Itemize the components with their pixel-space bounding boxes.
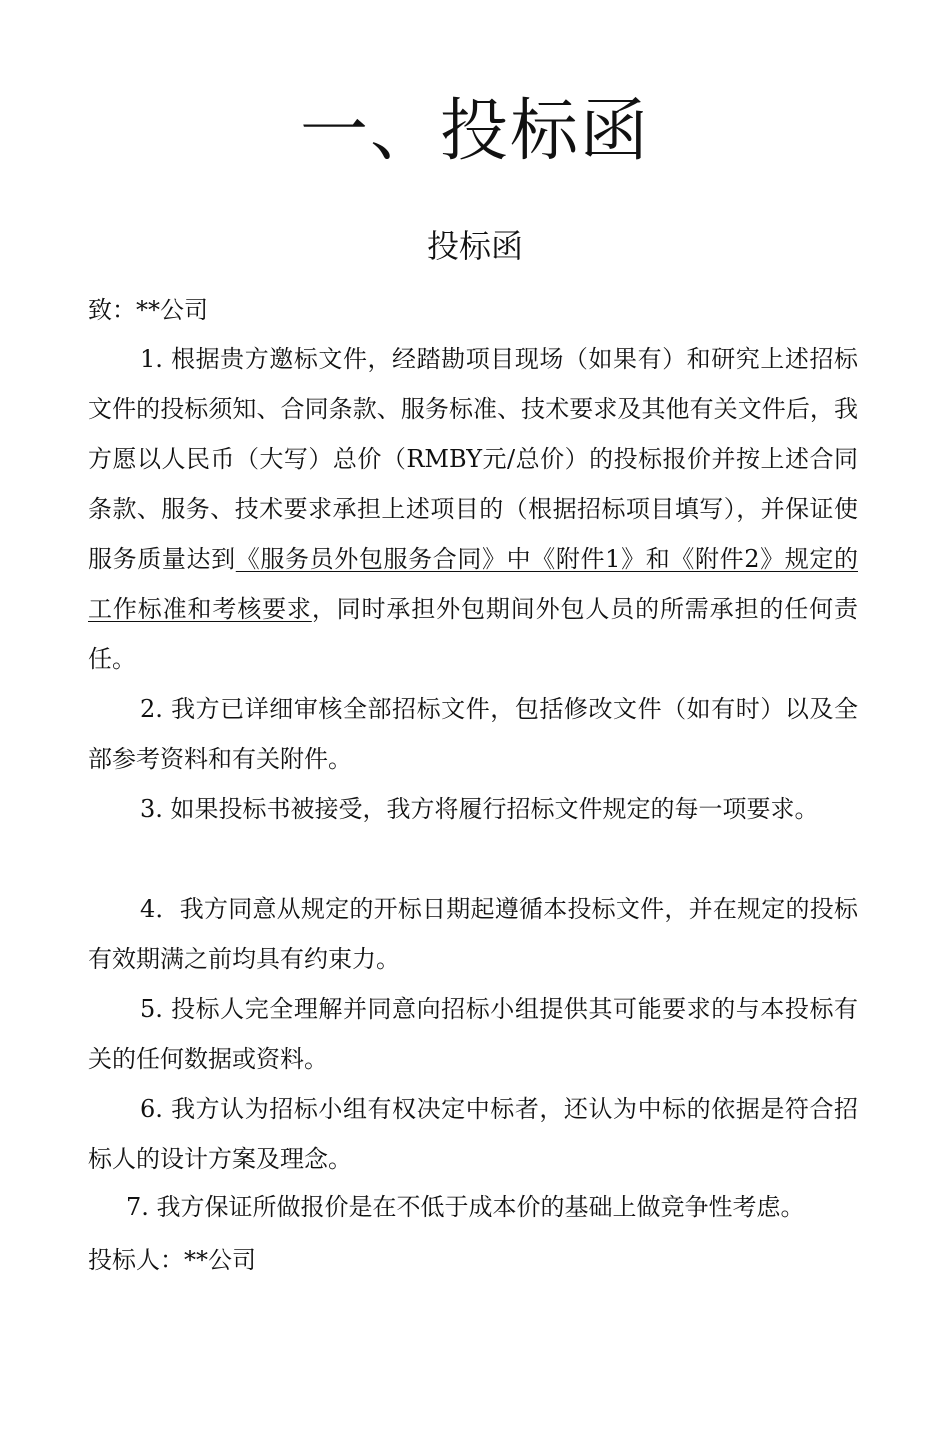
addressee-line: 致：**公司: [88, 296, 208, 324]
paragraph-6: 6. 我方认为招标小组有权决定中标者，还认为中标的依据是符合招标人的设计方案及理念。: [88, 1095, 858, 1173]
sub-title: 投标函: [426, 227, 523, 265]
paragraph-1-text: 1. 根据贵方邀标文件，经踏勘项目现场（如果有）和研究上述招标文件的投标须知、合同条款、服务标准、技术要求及其他有关文件后，我方愿以人民币（大写）总价（RMBY元/总价）的投标报价并按上述合同条款、服务、技术要求承担上述项目的（根据招标项目填写），并保证使服务质量达到: [88, 345, 858, 573]
paragraph-1-tail: ，同时承担外包期间外包人员的所需承担的任何责任。: [88, 595, 859, 673]
main-title: 一、投标函: [299, 92, 650, 171]
paragraph-4: 4．我方同意从规定的开标日期起遵循本投标文件，并在规定的投标有效期满之前均具有约束力。: [88, 895, 858, 973]
paragraph-5: 5. 投标人完全理解并同意向招标小组提供其可能要求的与本投标有关的任何数据或资料。: [88, 995, 858, 1073]
signer-line: 投标人：**公司: [88, 1246, 256, 1274]
paragraph-3: 3. 如果投标书被接受，我方将履行招标文件规定的每一项要求。: [140, 795, 819, 823]
paragraph-7: 7. 我方保证所做报价是在不低于成本价的基础上做竞争性考虑。: [126, 1193, 805, 1221]
paragraph-1-underlined-text: 《服务员外包服务合同》中《附件1》和《附件2》规定的工作标准和考核要求: [88, 545, 858, 623]
paragraph-2: 2. 我方已详细审核全部招标文件，包括修改文件（如有时）以及全部参考资料和有关附件。: [88, 695, 858, 773]
paragraph-1: [88, 334, 858, 684]
